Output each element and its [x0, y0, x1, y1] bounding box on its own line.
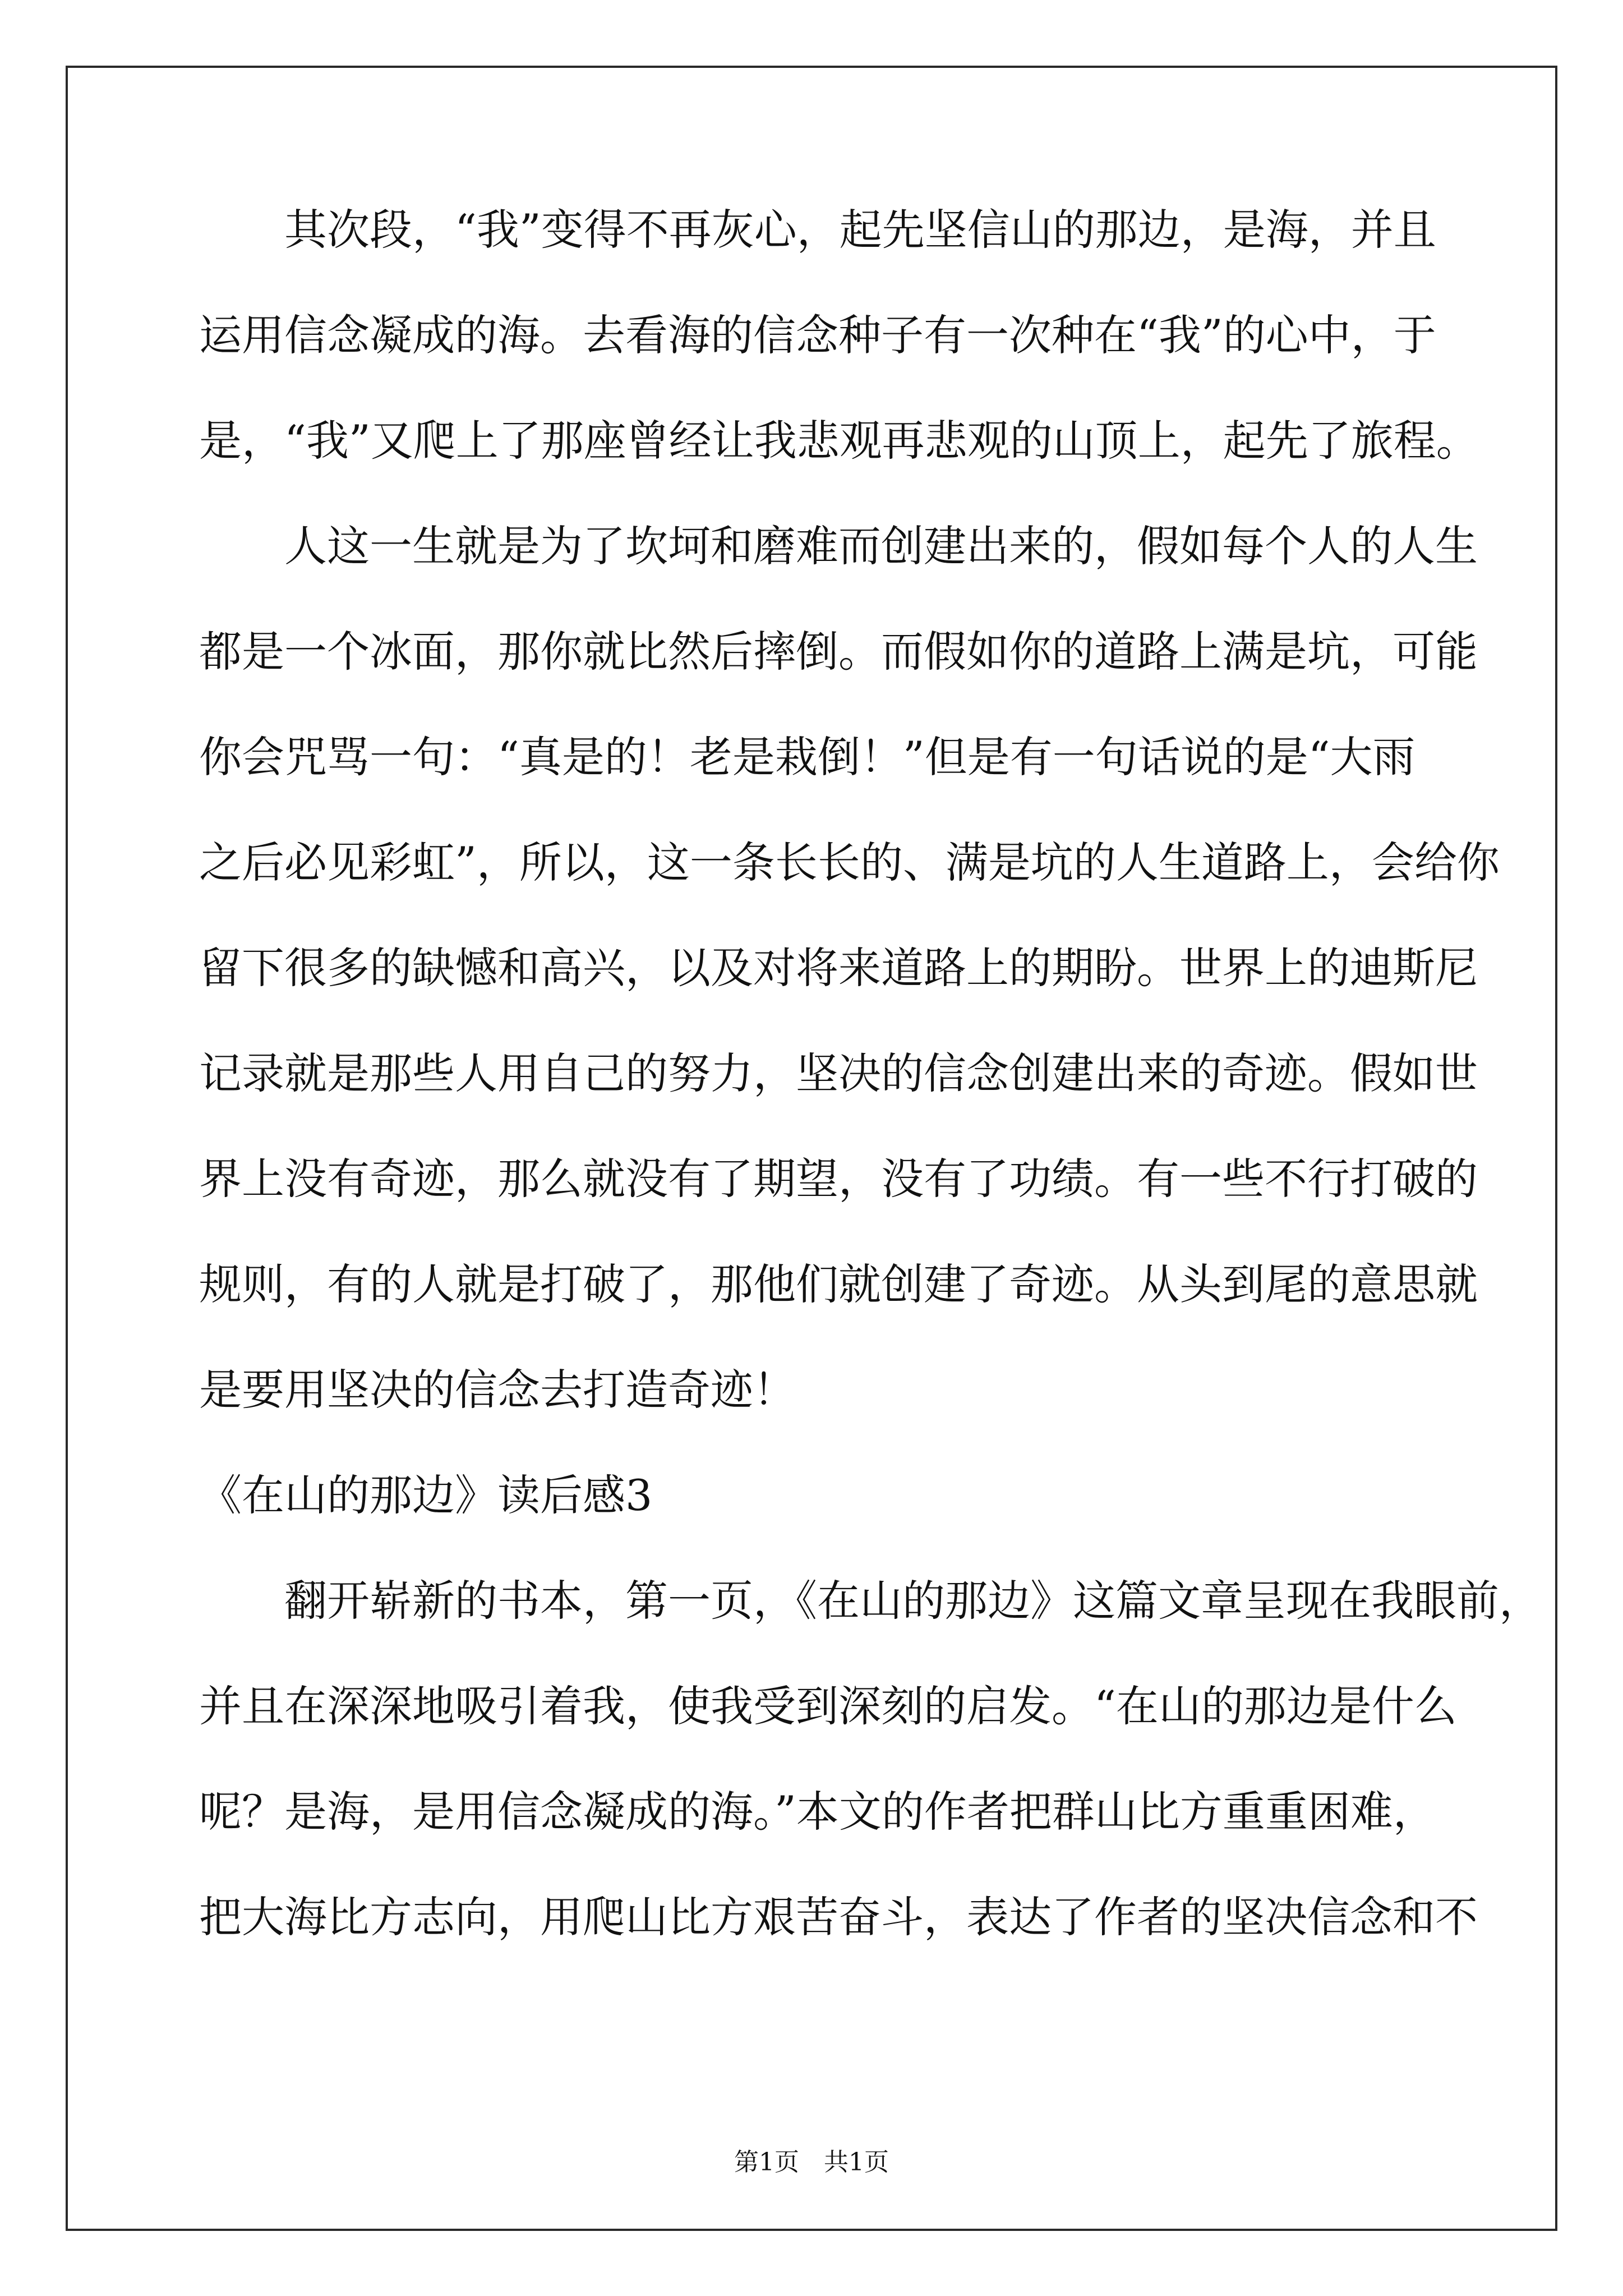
section-heading: 《在山的那边》读后感3 [199, 1470, 653, 1520]
text-line: 翻开崭新的书本，第一页，《在山的那边》这篇文章呈现在我眼前， [199, 1576, 1542, 1626]
text-line: 之后必见彩虹”，所以，这一条长长的、满是坑的人生道路上，会给你 [199, 838, 1500, 887]
text-line: 是要用坚决的信念去打造奇迹！ [199, 1365, 796, 1415]
text-line: 你会咒骂一句：“真是的！老是栽倒！”但是有一句话说的是“大雨 [199, 732, 1415, 782]
text-line: 人这一生就是为了坎坷和磨难而创建出来的，假如每个人的人生 [199, 521, 1478, 571]
text-line: 记录就是那些人用自己的努力，坚决的信念创建出来的奇迹。假如世 [199, 1048, 1478, 1098]
text-line: 留下很多的缺憾和高兴，以及对将来道路上的期盼。世界上的迪斯尼 [199, 943, 1478, 993]
text-line: 规则，有的人就是打破了，那他们就创建了奇迹。从头到尾的意思就 [199, 1259, 1478, 1309]
text-line: 界上没有奇迹，那么就没有了期望，没有了功绩。有一些不行打破的 [199, 1154, 1478, 1204]
text-line: 都是一个冰面，那你就比然后摔倒。而假如你的道路上满是坑，可能 [199, 627, 1478, 677]
text-line: 并且在深深地吸引着我，使我受到深刻的启发。“在山的那边是什么 [199, 1681, 1457, 1731]
page-number-footer: 第1页 共1页 [734, 2148, 889, 2177]
text-line: 呢？是海，是用信念凝成的海。”本文的作者把群山比方重重困难， [199, 1787, 1436, 1837]
text-line: 是，“我”又爬上了那座曾经让我悲观再悲观的山顶上，起先了旅程。 [199, 416, 1479, 466]
text-line: 把大海比方志向，用爬山比方艰苦奋斗，表达了作者的坚决信念和不 [199, 1892, 1478, 1942]
text-line: 运用信念凝成的海。去看海的信念种子有一次种在“我”的心中，于 [199, 310, 1436, 360]
text-line: 其次段，“我”变得不再灰心，起先坚信山的那边，是海，并且 [199, 205, 1436, 255]
